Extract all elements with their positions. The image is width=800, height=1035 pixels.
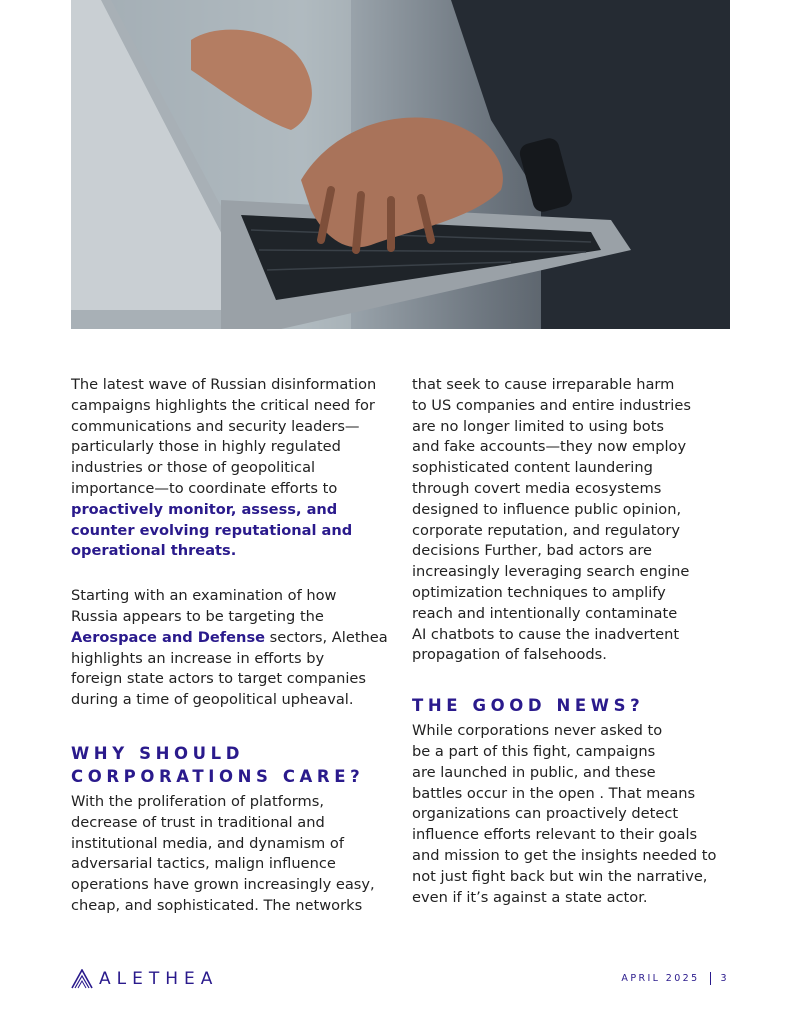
footer-divider [710, 972, 711, 985]
text-line: operations have grown increasingly easy, [71, 876, 375, 894]
right-column [412, 375, 742, 908]
text-line: and mission to get the insights needed to [412, 846, 717, 864]
laptop-typing-illustration [71, 0, 730, 329]
page-footer-meta [621, 972, 729, 985]
text-line: Starting with an examination of how [71, 587, 337, 605]
text-line: and fake accounts—they now employ [412, 438, 687, 456]
text-line: even if it’s against a state actor. [412, 888, 648, 906]
text-line: corporate reputation, and regulatory [412, 521, 681, 539]
highlight-line: proactively monitor, assess, and [71, 500, 338, 518]
text-line: cheap, and sophisticated. The networks [71, 896, 363, 914]
text-line: battles occur in the open . That means [412, 784, 696, 802]
text-line: organizations can proactively detect [412, 805, 679, 823]
good-news-paragraph [412, 721, 742, 908]
text-line: increasingly leveraging search engine [412, 563, 690, 581]
page-number: 3 [720, 973, 729, 984]
text-line: influence efforts relevant to their goals [412, 826, 698, 844]
text-line: optimization techniques to amplify [412, 583, 666, 601]
highlight-line: counter evolving reputational and [71, 521, 353, 539]
text-line: While corporations never asked to [412, 722, 663, 740]
text-line: sophisticated content laundering [412, 459, 653, 477]
text-line: With the proliferation of platforms, [71, 792, 324, 810]
text-line: decrease of trust in traditional and [71, 813, 325, 831]
footer-date: APRIL 2025 [621, 973, 700, 984]
text-line: through covert media ecosystems [412, 479, 662, 497]
text-line: AI chatbots to cause the inadvertent [412, 625, 680, 643]
text-line: reach and intentionally contaminate [412, 604, 678, 622]
text-line: highlights an increase in efforts by [71, 649, 325, 667]
text-line: industries or those of geopolitical [71, 459, 316, 477]
text-line: are launched in public, and these [412, 763, 656, 781]
text-line: Russia appears to be targeting the [71, 607, 324, 625]
sector-highlight: Aerospace and Defense [71, 628, 266, 646]
text-line: The latest wave of Russian disinformation [71, 376, 377, 393]
text-line: propagation of falsehoods. [412, 646, 607, 664]
text-line: adversarial tactics, malign influence [71, 855, 336, 873]
text-line [71, 628, 401, 649]
heading-line: WHY SHOULD [71, 743, 245, 763]
text-line: designed to influence public opinion, [412, 500, 682, 518]
heading-line: CORPORATIONS CARE? [71, 766, 365, 786]
text-line: not just fight back but win the narrative, [412, 867, 708, 885]
sector-paragraph [71, 586, 401, 711]
text-line: communications and security leaders— [71, 417, 360, 435]
text-line: campaigns highlights the critical need for [71, 396, 375, 414]
text-line: foreign state actors to target companies [71, 670, 366, 688]
text-line: importance—to coordinate efforts to [71, 479, 338, 497]
logo-wordmark: ALETHEA [99, 969, 219, 989]
highlight-line: operational threats. [71, 542, 237, 560]
hero-photo [71, 0, 730, 329]
alethea-logo [71, 968, 218, 990]
good-news-heading: THE GOOD NEWS? [412, 696, 645, 716]
text-line: to US companies and entire industries [412, 396, 691, 414]
networks-paragraph [412, 375, 742, 666]
text-line: decisions Further, bad actors are [412, 542, 653, 560]
text-line: that seek to cause irreparable harm [412, 376, 675, 393]
intro-paragraph [71, 375, 401, 562]
text-fragment: sectors, Alethea [265, 628, 388, 646]
text-line: be a part of this fight, campaigns [412, 742, 656, 760]
section-heading [71, 742, 401, 788]
left-column [71, 375, 401, 917]
alethea-mark-icon [71, 969, 93, 989]
why-paragraph [71, 792, 401, 917]
text-line: particularly those in highly regulated [71, 438, 341, 456]
text-line: institutional media, and dynamism of [71, 834, 344, 852]
text-line: are no longer limited to using bots [412, 417, 665, 435]
text-line: during a time of geopolitical upheaval. [71, 691, 354, 709]
